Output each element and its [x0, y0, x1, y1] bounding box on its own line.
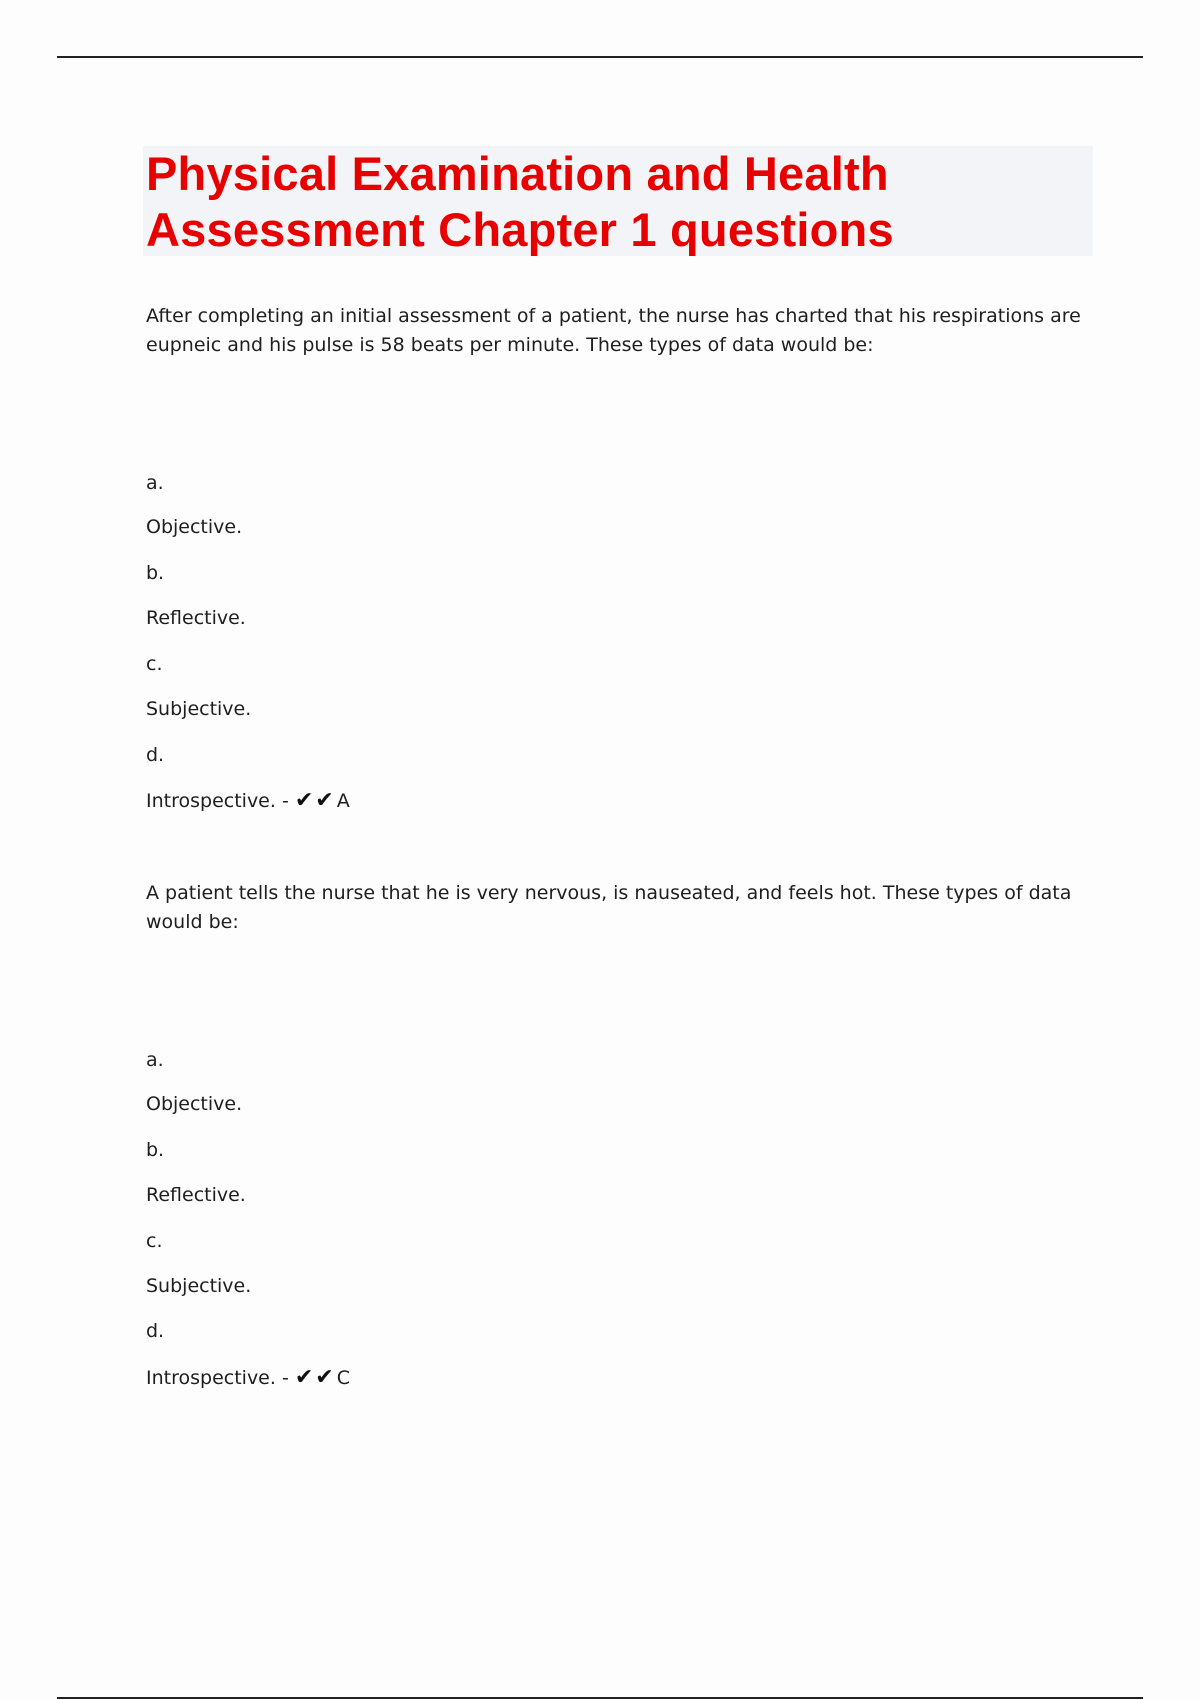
check-icon: ✔ [294, 1365, 314, 1390]
question-2-answer: C [336, 1367, 351, 1389]
question-1-option-d-letter: d. [146, 744, 165, 766]
question-2-option-b-letter: b. [146, 1139, 165, 1161]
question-1-option-b-label: Reflective. [146, 607, 246, 629]
question-1-option-c-letter: c. [146, 653, 163, 675]
document-title: Physical Examination and Health Assessment Chapter 1 questions [146, 147, 894, 256]
question-2-option-d-letter: d. [146, 1320, 165, 1342]
question-1-answer-line [146, 788, 350, 814]
question-1-option-a-label: Objective. [146, 516, 243, 538]
question-2-answer-line [146, 1365, 350, 1391]
question-2-option-c-label: Subjective. [146, 1275, 252, 1297]
check-icon: ✔ [294, 788, 314, 813]
question-1-option-a-letter: a. [146, 472, 164, 494]
question-2-option-b-label: Reflective. [146, 1184, 246, 1206]
header-rule [57, 56, 1143, 58]
question-1-text: After completing an initial assessment of a patient, the nurse has charted that his respirations are eupneic and his pulse is 58 beats per minute. These types of data would be: [146, 305, 1081, 356]
question-2-option-d-label: Introspective. - [146, 1367, 295, 1389]
question-1-option-c-label: Subjective. [146, 698, 252, 720]
check-icon: ✔ [315, 1365, 334, 1390]
check-icon: ✔ [315, 788, 334, 813]
question-2-option-c-letter: c. [146, 1230, 163, 1252]
question-1-option-b-letter: b. [146, 562, 165, 584]
question-1-answer: A [336, 790, 350, 812]
question-2-text: A patient tells the nurse that he is very nervous, is nauseated, and feels hot. These types of data would be: [146, 882, 1072, 933]
question-2-option-a-label: Objective. [146, 1093, 243, 1115]
question-2-option-a-letter: a. [146, 1049, 164, 1071]
footer-rule [57, 1697, 1143, 1699]
question-1-option-d-label: Introspective. - [146, 790, 295, 812]
